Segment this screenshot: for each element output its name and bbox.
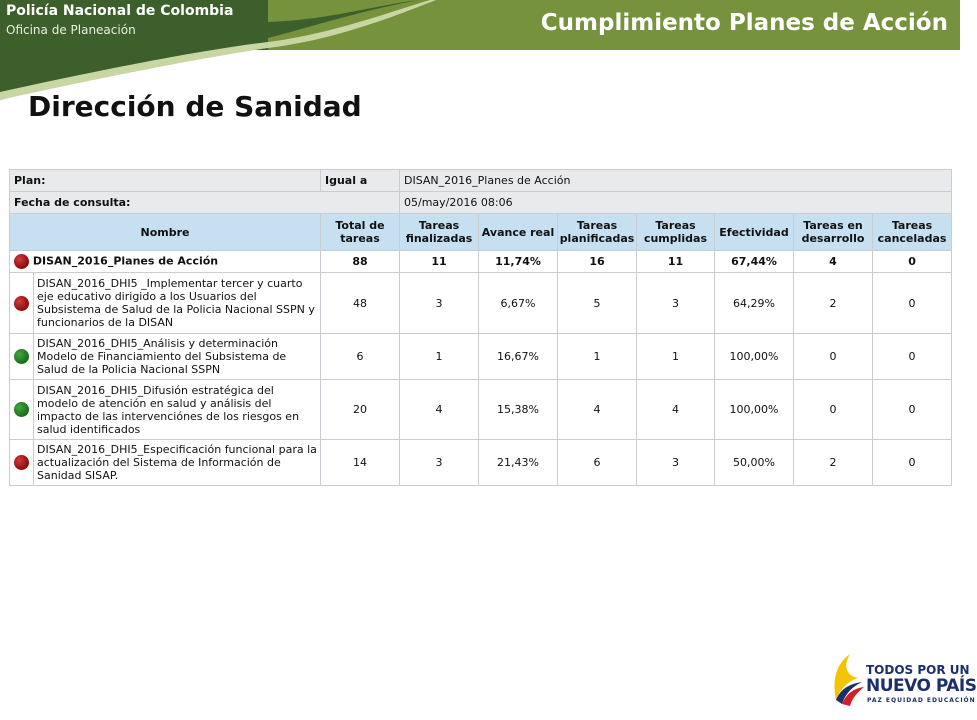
- cell-avance: 6,67%: [479, 273, 558, 334]
- page-heading: Dirección de Sanidad: [28, 90, 362, 123]
- cell-efectividad: 100,00%: [715, 334, 794, 380]
- cell-avance: 21,43%: [479, 440, 558, 486]
- flag-swoosh-icon: [828, 650, 868, 708]
- logo-line3: PAZ EQUIDAD EDUCACIÓN: [867, 697, 976, 704]
- cell-desarrollo: 0: [794, 334, 873, 380]
- cell-cumplidas: 3: [637, 440, 715, 486]
- cell-planificadas: 6: [558, 440, 637, 486]
- cell-canceladas: 0: [873, 380, 952, 440]
- cell-avance: 15,38%: [479, 380, 558, 440]
- action-plan-report: [9, 169, 952, 486]
- col-efectividad[interactable]: Efectividad: [715, 214, 794, 251]
- cell-finalizadas: 3: [400, 440, 479, 486]
- cell-canceladas: 0: [873, 334, 952, 380]
- cell-planificadas: 1: [558, 334, 637, 380]
- cell-desarrollo: 0: [794, 380, 873, 440]
- task-name: DISAN_2016_DHI5 _Implementar tercer y cuarto eje educativo dirigido a los Usuarios del Subsistema de Salud de la Policia Nacional SSPN y funcionarios de la DISAN: [34, 273, 321, 334]
- cell-total: 88: [321, 251, 400, 273]
- cell-canceladas: 0: [873, 440, 952, 486]
- task-name: DISAN_2016_DHI5_Especificación funcional para la actualización del Sistema de Información de Sanidad SISAP.: [34, 440, 321, 486]
- status-cell: [10, 440, 34, 486]
- cell-avance: 11,74%: [479, 251, 558, 273]
- cell-finalizadas: 11: [400, 251, 479, 273]
- col-tareas-planificadas[interactable]: Tareas planificadas: [558, 214, 637, 251]
- todos-por-un-nuevo-pais-logo: [828, 650, 977, 708]
- slide-title: Cumplimiento Planes de Acción: [540, 10, 948, 36]
- logo-line1: TODOS POR UN: [866, 663, 970, 677]
- col-tareas-canceladas[interactable]: Tareas canceladas: [873, 214, 952, 251]
- cell-efectividad: 50,00%: [715, 440, 794, 486]
- status-cell: [10, 273, 34, 334]
- cell-desarrollo: 2: [794, 440, 873, 486]
- table-row[interactable]: [10, 273, 952, 334]
- cell-planificadas: 4: [558, 380, 637, 440]
- cell-canceladas: 0: [873, 251, 952, 273]
- date-label: Fecha de consulta:: [10, 192, 400, 214]
- plan-value: DISAN_2016_Planes de Acción: [400, 170, 952, 192]
- column-header-row: [10, 214, 952, 251]
- cell-desarrollo: 4: [794, 251, 873, 273]
- date-row: [10, 192, 952, 214]
- col-tareas-finalizadas[interactable]: Tareas finalizadas: [400, 214, 479, 251]
- plan-total-name: DISAN_2016_Planes de Acción: [32, 254, 219, 268]
- task-name: DISAN_2016_DHI5_Análisis y determinación Modelo de Financiamiento del Subsistema de Salud de la Policia Nacional SSPN: [34, 334, 321, 380]
- cell-finalizadas: 3: [400, 273, 479, 334]
- table-row[interactable]: [10, 440, 952, 486]
- plan-total-name-cell: [10, 251, 321, 273]
- cell-total: 14: [321, 440, 400, 486]
- org-unit: Oficina de Planeación: [6, 23, 136, 37]
- cell-efectividad: 100,00%: [715, 380, 794, 440]
- cell-avance: 16,67%: [479, 334, 558, 380]
- cell-planificadas: 5: [558, 273, 637, 334]
- date-value: 05/may/2016 08:06: [400, 192, 952, 214]
- cell-cumplidas: 3: [637, 273, 715, 334]
- plan-operator: Igual a: [321, 170, 400, 192]
- status-red-icon: [14, 455, 29, 470]
- cell-cumplidas: 11: [637, 251, 715, 273]
- status-red-icon: [14, 254, 29, 269]
- status-green-icon: [14, 349, 29, 364]
- col-tareas-cumplidas[interactable]: Tareas cumplidas: [637, 214, 715, 251]
- cell-finalizadas: 1: [400, 334, 479, 380]
- cell-cumplidas: 4: [637, 380, 715, 440]
- cell-canceladas: 0: [873, 273, 952, 334]
- plan-label: Plan:: [10, 170, 321, 192]
- cell-total: 48: [321, 273, 400, 334]
- table-row[interactable]: [10, 380, 952, 440]
- status-red-icon: [14, 296, 29, 311]
- org-name: Policía Nacional de Colombia: [6, 3, 234, 19]
- status-cell: [10, 334, 34, 380]
- table-row[interactable]: [10, 334, 952, 380]
- plan-filter-row: [10, 170, 952, 192]
- logo-line2: NUEVO PAÍS: [866, 676, 977, 696]
- status-cell: [10, 380, 34, 440]
- cell-total: 20: [321, 380, 400, 440]
- col-avance-real[interactable]: Avance real: [479, 214, 558, 251]
- task-name: DISAN_2016_DHI5_Difusión estratégica del modelo de atención en salud y análisis del impacto de las intervenciónes de los riesgos en salud identificados: [34, 380, 321, 440]
- cell-efectividad: 67,44%: [715, 251, 794, 273]
- cell-total: 6: [321, 334, 400, 380]
- cell-desarrollo: 2: [794, 273, 873, 334]
- cell-cumplidas: 1: [637, 334, 715, 380]
- cell-finalizadas: 4: [400, 380, 479, 440]
- col-nombre[interactable]: Nombre: [10, 214, 321, 251]
- col-tareas-desarrollo[interactable]: Tareas en desarrollo: [794, 214, 873, 251]
- col-total-tareas[interactable]: Total de tareas: [321, 214, 400, 251]
- cell-efectividad: 64,29%: [715, 273, 794, 334]
- plan-total-row[interactable]: [10, 251, 952, 273]
- cell-planificadas: 16: [558, 251, 637, 273]
- status-green-icon: [14, 402, 29, 417]
